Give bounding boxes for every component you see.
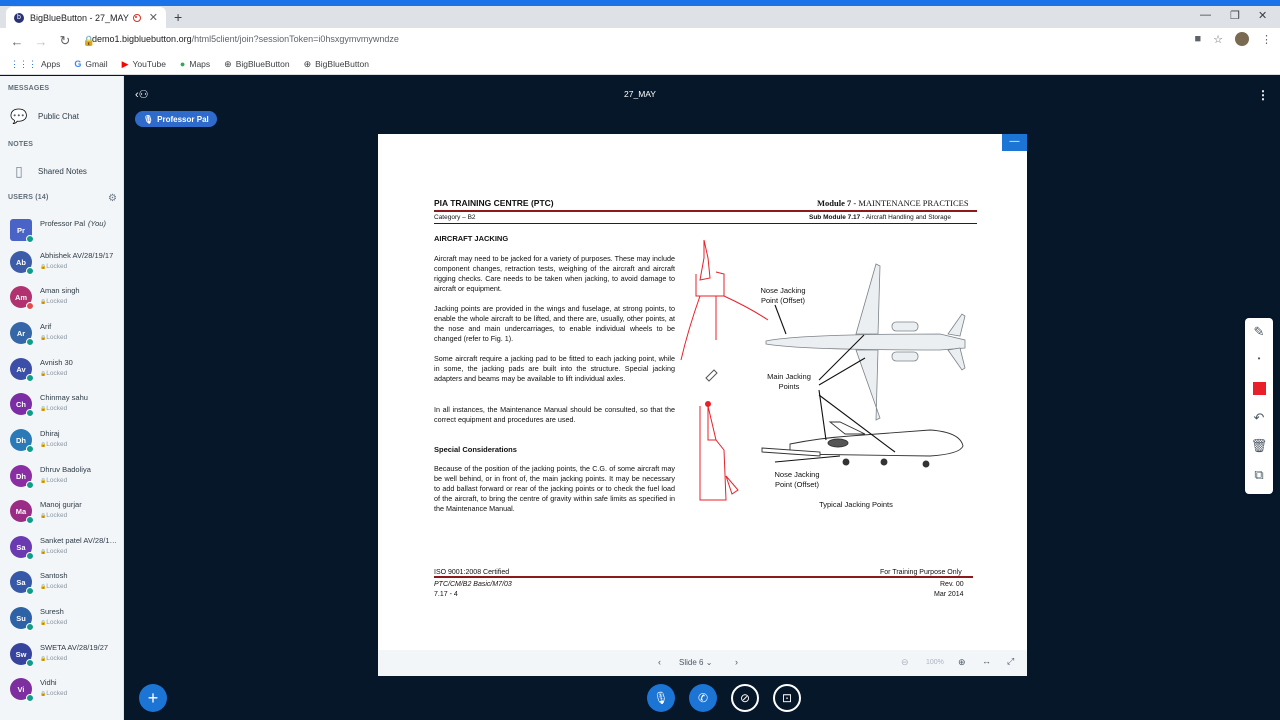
zoom-out-icon[interactable]: ⊖ [901,657,909,667]
multi-user-board-icon[interactable]: ⧉ [1254,467,1264,482]
undo-icon[interactable]: ↶ [1253,410,1265,425]
globe-icon: ⊕ [224,58,232,69]
user-list-item[interactable] [10,607,67,637]
fig-caption: Typical Jacking Points [819,500,893,509]
status-indicator-icon [26,623,34,631]
user-name: Chinmay sahu [40,393,88,402]
share-screen-button[interactable] [773,684,801,712]
bookmark-bbb-1[interactable]: ⊕ BigBlueButton [224,58,290,69]
status-indicator-icon [26,235,34,243]
share-webcam-button[interactable] [731,684,759,712]
google-icon: G [74,59,82,69]
lock-icon[interactable]: 🔒 [82,35,96,47]
user-list-item[interactable] [10,500,82,530]
lock-icon: 🔒 [40,584,47,590]
user-name: SWETA AV/28/19/27 [40,643,109,652]
user-locked-status: 🔒Locked [40,405,68,412]
users-header: USERS (14) [8,194,49,201]
doc-header-right: Module 7 - MAINTENANCE PRACTICES [817,198,969,208]
user-locked-status: 🔒Locked [40,690,68,697]
fig-label-nose-top: Nose Jacking Point (Offset) [760,286,806,305]
footer-training: For Training Purpose Only [880,569,962,576]
youtube-icon: ▶ [121,58,129,69]
status-indicator-icon [26,587,34,595]
user-list-item[interactable] [10,286,80,316]
mute-mic-button[interactable] [647,684,675,712]
zoom-in-icon[interactable]: ⊕ [958,657,966,667]
user-locked-status: 🔒Locked [40,619,68,626]
avatar: Ma [10,500,32,522]
user-list-item[interactable] [10,251,113,281]
doc-header-left: PIA TRAINING CENTRE (PTC) [434,198,554,208]
avatar: Sa [10,571,32,593]
section-special-considerations: Special Considerations [434,445,517,454]
forward-icon[interactable]: → [34,33,48,49]
minimize-presentation-button[interactable]: — [1002,134,1027,151]
presentation-toolbar [378,650,1027,676]
status-indicator-icon [26,409,34,417]
lock-icon: 🔒 [40,620,47,626]
profile-avatar[interactable] [1235,32,1249,46]
status-indicator-icon [26,338,34,346]
avatar: Sw [10,643,32,665]
user-list-item[interactable] [10,393,88,423]
user-locked-status: 🔒Locked [40,334,68,341]
status-indicator-icon [26,267,34,275]
notes-header: NOTES [8,141,34,148]
lock-icon: 🔒 [40,406,47,412]
section-aircraft-jacking: AIRCRAFT JACKING [434,234,509,243]
url-field[interactable] [92,34,399,44]
user-options-gear-icon[interactable]: ⚙ [108,193,117,204]
new-tab-button[interactable]: + [174,9,183,25]
meeting-title: 27_MAY [624,89,656,99]
paragraph-5: Because of the position of the jacking points, the C.G. of some aircraft may be well behind, or in front of, the main jacking points. It may be necessary to add ballast forward or rear of the jacking points or to check the fuel load of the aircraft, to bring the centre of gravity within safe limits as specified in the Maintenance Manual. [434,464,675,513]
camera-indicator-icon[interactable]: ■ [1194,33,1202,45]
avatar: Su [10,607,32,629]
avatar: Av [10,358,32,380]
user-locked-status: 🔒Locked [40,583,68,590]
paragraph-2: Jacking points are provided in the wings and fuselage, at strong points, to enable the whole aircraft to be lifted, and there are, usually, other points, at the nose and main undercarriages, to enable individual wheels to be changed (refer to Fig. 1). [434,304,675,343]
avatar: Sa [10,536,32,558]
url-host: demo1.bigbluebutton.org [92,34,192,44]
address-bar-row [0,28,1280,54]
tab-close-icon[interactable]: ✕ [148,12,158,24]
status-indicator-icon [26,445,34,453]
user-name: Abhishek AV/28/19/17 [40,251,114,260]
footer-page: 7.17 - 4 [434,591,458,598]
talking-indicator[interactable]: 🎙 Professor Pal [135,111,217,127]
user-name: Sanket patel AV/28/1… [40,536,117,545]
url-path: /html5client/join?sessionToken=i0hsxgymvmywndze [191,34,399,44]
user-name: Vidhi [40,678,57,687]
leave-audio-button[interactable] [689,684,717,712]
user-list-item[interactable] [10,643,108,673]
whiteboard-toolbar [1245,318,1273,494]
avatar: Ch [10,393,32,415]
bookmark-gmail[interactable]: G Gmail [74,59,108,69]
lock-icon: 🔒 [40,691,47,697]
apps-grid-icon: ⋮⋮⋮ [10,58,37,69]
thickness-dot-icon[interactable]: • [1257,354,1261,363]
status-indicator-icon [26,481,34,489]
user-list-item[interactable] [10,219,106,249]
prev-slide-icon[interactable]: ‹ [658,657,661,667]
header-rule-2 [434,223,977,224]
browser-menu-icon[interactable]: ⋮ [1261,33,1272,46]
user-locked-status: 🔒Locked [40,441,68,448]
bookmark-youtube[interactable]: ▶ YouTube [121,58,166,69]
user-name: Manoj gurjar [40,500,82,509]
zoom-level: 100% [926,659,944,666]
microphone-icon: 🎙 [143,114,154,124]
browser-tab[interactable] [6,7,166,28]
avatar: Pr [10,219,32,241]
footer-iso: ISO 9001:2008 Certified [434,569,510,576]
options-menu-icon[interactable]: ⋮ [1257,88,1269,102]
globe-icon: ⊕ [303,58,312,69]
pencil-cursor-icon [706,370,717,381]
lock-icon: 🔒 [40,442,47,448]
footer-rev: Rev. 00 [940,581,964,588]
avatar: Ab [10,251,32,273]
slide-selector[interactable]: Slide 6 ⌄ [679,658,713,667]
paragraph-3: Some aircraft require a jacking pad to be fitted to each jacking point, while in some, the jacking pads are built into the structure. Special jacking adapters and beams may be available to lift individual axles. [434,354,675,383]
avatar: Am [10,286,32,308]
toggle-userlist-icon[interactable]: ‹⚇ [135,89,149,101]
bbb-favicon-icon: b [14,13,24,23]
user-name: Dhiraj [40,429,60,438]
bookmark-apps[interactable]: ⋮⋮⋮ Apps [10,58,61,69]
user-list-item[interactable] [10,536,117,566]
tab-title: BigBlueButton - 27_MAY [30,12,129,23]
user-list-item[interactable] [10,571,68,601]
user-name: Suresh [40,607,64,616]
maps-pin-icon: ● [179,59,186,69]
bookmarks-bar [0,54,1280,75]
shared-notes-item[interactable]: ▯ Shared Notes [10,163,87,180]
actions-plus-button[interactable]: + [139,684,167,712]
user-locked-status: 🔒Locked [40,655,68,662]
avatar: Vi [10,678,32,700]
lock-icon: 🔒 [40,371,47,377]
footer-date: Mar 2014 [934,591,964,598]
avatar: Ar [10,322,32,344]
pencil-tool-icon[interactable]: ✎ [1253,324,1265,339]
user-list-item[interactable] [10,358,73,388]
status-indicator-icon [26,552,34,560]
status-indicator-icon [26,374,34,382]
color-picker-icon[interactable] [1245,382,1273,398]
restore-window-icon[interactable]: ❐ [1230,10,1240,22]
footer-doc-id: PTC/CM/B2 Basic/M7/03 [434,581,512,588]
fit-width-icon[interactable]: ↔ [982,656,991,666]
user-name: Aman singh [40,286,80,295]
user-name: Professor Pal (You) [40,219,106,228]
clear-trash-icon[interactable]: 🗑 [1250,438,1268,453]
doc-submodule: Sub Module 7.17 - Aircraft Handling and Storage [809,214,951,221]
doc-category: Category – B2 [434,214,476,221]
user-name: Santosh [40,571,68,580]
chevron-down-icon: ⌄ [705,658,713,667]
fig-label-nose-bottom: Nose Jacking Point (Offset) [774,470,820,489]
reload-icon[interactable]: ↻ [59,33,71,48]
avatar: Dh [10,465,32,487]
minimize-window-icon[interactable]: — [1200,9,1211,21]
user-name: Arif [40,322,52,331]
lock-icon: 🔒 [40,335,47,341]
avatar: Dh [10,429,32,451]
lock-icon: 🔒 [40,513,47,519]
lock-icon: 🔒 [40,478,47,484]
user-list-item[interactable] [10,322,67,352]
recording-icon [133,14,141,22]
paragraph-1: Aircraft may need to be jacked for a variety of purposes. These may include component changes, retraction tests, weighing of the aircraft and aircraft rigging checks. Care needs to be taken when jacking, to avoid damage to aircraft or equipment. [434,254,675,293]
messages-header: MESSAGES [8,85,50,92]
user-list-item[interactable] [10,465,91,495]
screen-share-off-icon: ⊡ [781,691,793,705]
status-indicator-icon [26,516,34,524]
lock-icon: 🔒 [40,299,47,305]
user-name: Dhruv Badoliya [40,465,91,474]
jacking-points-figure [680,230,980,530]
phone-icon: ✆ [697,691,709,705]
user-name: Avnish 30 [40,358,73,367]
camera-off-icon: ⊘ [739,691,751,705]
user-list-sidebar [0,76,124,720]
footer-rule [434,576,973,578]
lock-icon: 🔒 [40,549,47,555]
browser-tabstrip [0,6,1280,28]
bookmark-bbb-2[interactable]: ⊕ BigBlueButton [303,58,369,69]
fullscreen-icon[interactable]: ⤢ [1007,656,1015,666]
user-locked-status: 🔒Locked [40,263,68,270]
user-locked-status: 🔒Locked [40,298,68,305]
user-locked-status: 🔒Locked [40,370,68,377]
user-locked-status: 🔒Locked [40,512,68,519]
notes-page-icon: ▯ [15,163,23,179]
status-indicator-icon [26,302,34,310]
fig-label-main: Main Jacking Points [767,372,811,391]
lock-icon: 🔒 [40,656,47,662]
status-indicator-icon [26,659,34,667]
user-locked-status: 🔒Locked [40,548,68,555]
user-locked-status: 🔒Locked [40,477,68,484]
red-annotation-marks [681,240,768,500]
paragraph-4: In all instances, the Maintenance Manual should be consulted, so that the correct equipment and procedures are used. [434,405,675,424]
bookmark-star-icon[interactable]: ☆ [1213,33,1223,46]
lock-icon: 🔒 [40,264,47,270]
public-chat-item[interactable]: 💬 Public Chat [10,108,79,124]
chat-bubble-icon: 💬 [10,108,28,124]
user-list-item[interactable] [10,429,67,459]
close-window-icon[interactable]: ✕ [1258,10,1268,22]
header-rule [434,210,977,212]
status-indicator-icon [26,694,34,702]
bookmark-maps[interactable]: ● Maps [179,59,211,69]
microphone-icon: 🎙 [653,691,669,705]
next-slide-icon[interactable]: › [735,657,738,667]
user-list-item[interactable] [10,678,67,708]
back-icon[interactable]: ← [10,33,24,49]
